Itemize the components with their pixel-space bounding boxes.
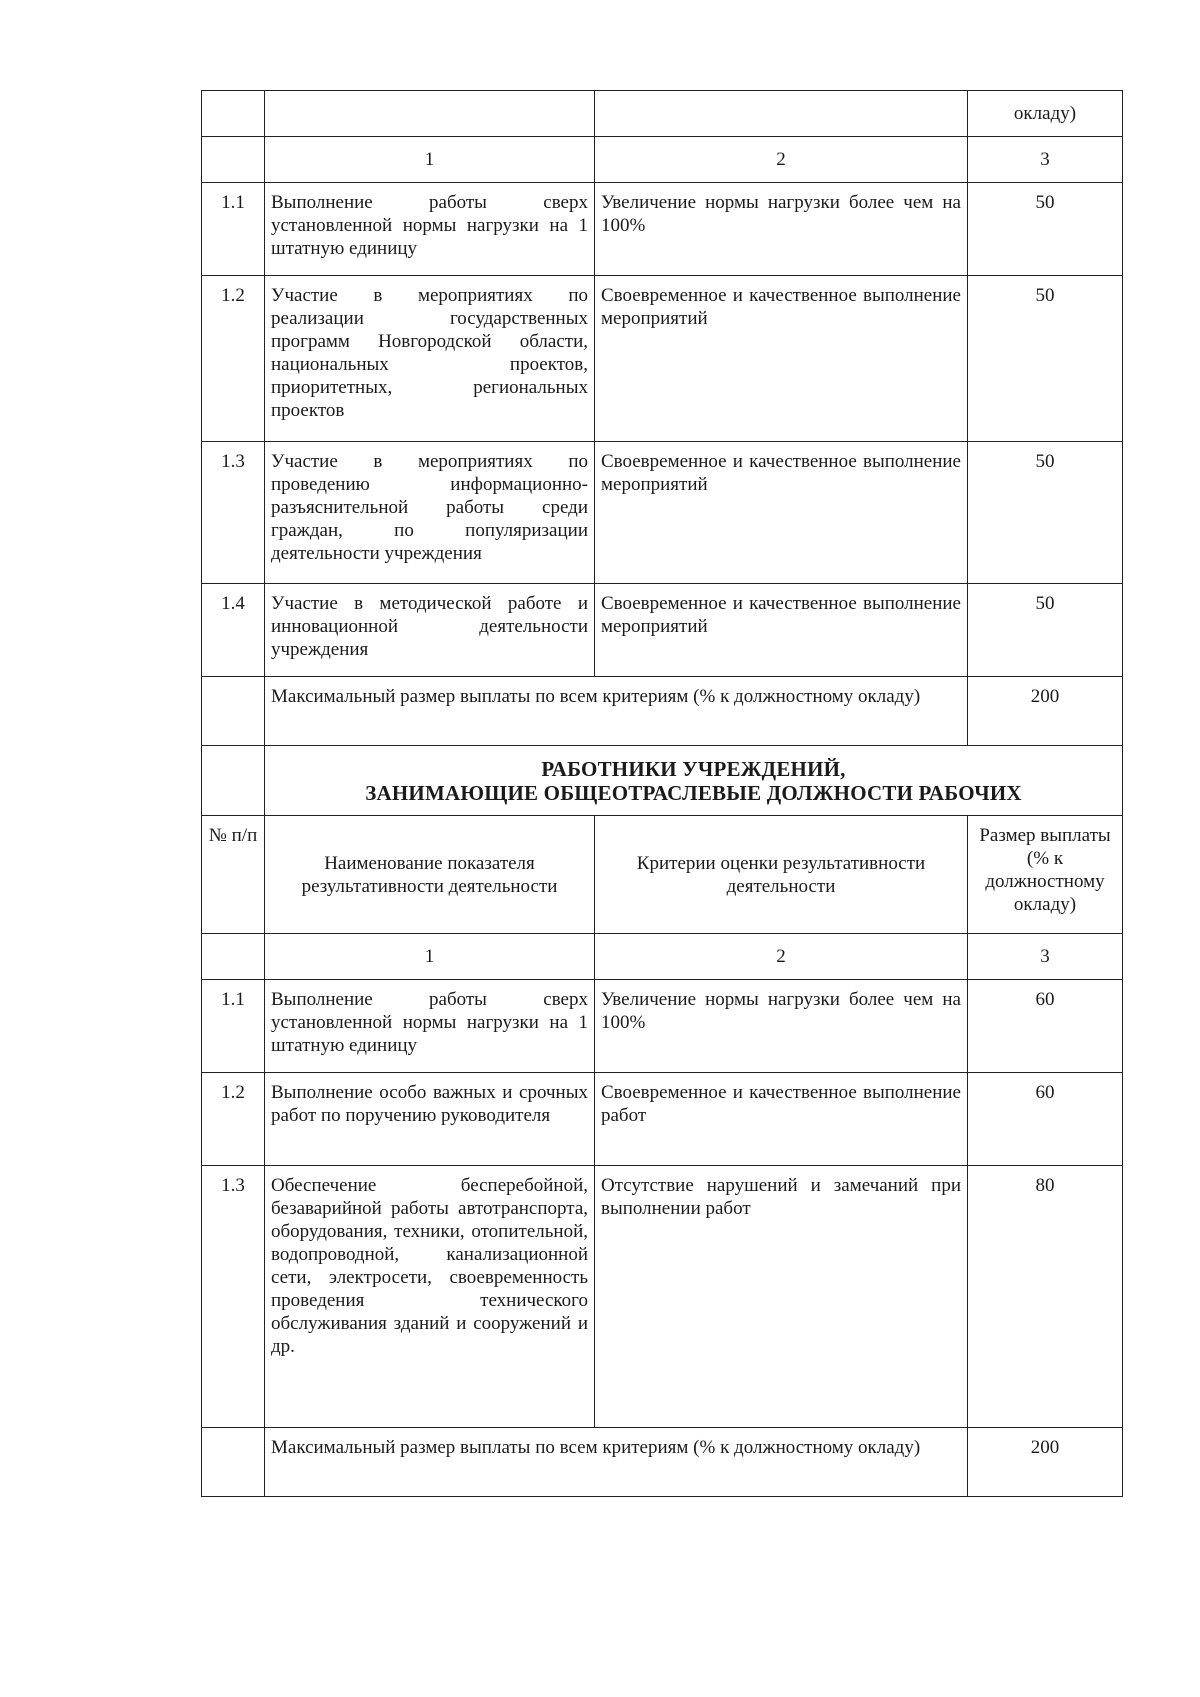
max-payment-label: Максимальный размер выплаты по всем критериям (% к должностному окладу) (265, 1428, 968, 1497)
header-criteria: Критерии оценки результативности деятельности (595, 816, 968, 934)
max-payment-value: 200 (968, 1428, 1123, 1497)
table-header-row (202, 816, 1123, 934)
table-row (202, 183, 1123, 276)
table-row (202, 1166, 1123, 1428)
table-row (202, 1073, 1123, 1166)
max-payment-row (202, 677, 1123, 746)
table-row (202, 276, 1123, 442)
column-numbers-row (202, 934, 1123, 980)
criteria-text: Увеличение нормы нагрузки более чем на 100% (595, 183, 968, 276)
cell-empty (202, 1428, 265, 1497)
column-number: 3 (968, 934, 1123, 980)
cell-empty (202, 677, 265, 746)
row-number: 1.4 (202, 584, 265, 677)
column-number: 3 (968, 137, 1123, 183)
row-number: 1.3 (202, 1166, 265, 1428)
criteria-text: Своевременное и качественное выполнение работ (595, 1073, 968, 1166)
cell-empty (202, 91, 265, 137)
criteria-text: Своевременное и качественное выполнение мероприятий (595, 442, 968, 584)
indicator-name: Участие в мероприятиях по реализации государственных программ Новгородской области, национальных проектов, приоритетных, региональных проектов (265, 276, 595, 442)
table-row (202, 584, 1123, 677)
criteria-table (201, 90, 1123, 1497)
indicator-name: Выполнение особо важных и срочных работ по поручению руководителя (265, 1073, 595, 1166)
indicator-name: Выполнение работы сверх установленной нормы нагрузки на 1 штатную единицу (265, 183, 595, 276)
indicator-name: Выполнение работы сверх установленной нормы нагрузки на 1 штатную единицу (265, 980, 595, 1073)
indicator-name: Участие в мероприятиях по проведению информационно-разъяснительной работы среди граждан, по популяризации деятельности учреждения (265, 442, 595, 584)
cell-empty (595, 91, 968, 137)
payment-value: 50 (968, 276, 1123, 442)
payment-value: 60 (968, 980, 1123, 1073)
row-number: 1.1 (202, 183, 265, 276)
payment-value: 50 (968, 584, 1123, 677)
section-title (265, 746, 1123, 816)
section-title-line: РАБОТНИКИ УЧРЕЖДЕНИЙ, (541, 756, 846, 781)
table-row (202, 980, 1123, 1073)
cell-empty (202, 746, 265, 816)
criteria-text: Увеличение нормы нагрузки более чем на 100% (595, 980, 968, 1073)
cell-empty (202, 137, 265, 183)
cell-empty (265, 91, 595, 137)
value-header-continuation: окладу) (968, 91, 1123, 137)
row-number: 1.3 (202, 442, 265, 584)
cell-empty (202, 934, 265, 980)
column-number: 2 (595, 137, 968, 183)
table-row (202, 442, 1123, 584)
column-numbers-row (202, 137, 1123, 183)
indicator-name: Участие в методической работе и инновационной деятельности учреждения (265, 584, 595, 677)
row-number: 1.2 (202, 1073, 265, 1166)
payment-value: 80 (968, 1166, 1123, 1428)
payment-value: 50 (968, 442, 1123, 584)
max-payment-row (202, 1428, 1123, 1497)
column-number: 2 (595, 934, 968, 980)
payment-value: 60 (968, 1073, 1123, 1166)
criteria-text: Своевременное и качественное выполнение мероприятий (595, 584, 968, 677)
section-title-row (202, 746, 1123, 816)
indicator-name: Обеспечение бесперебойной, безаварийной работы автотранспорта, оборудования, техники, отопительной, водопроводной, канализационной сети, электросети, своевременность проведения технического обслуживания зданий и сооружений и др. (265, 1166, 595, 1428)
header-name: Наименование показателя результативности деятельности (265, 816, 595, 934)
row-number: 1.1 (202, 980, 265, 1073)
payment-value: 50 (968, 183, 1123, 276)
section-title-line: ЗАНИМАЮЩИЕ ОБЩЕОТРАСЛЕВЫЕ ДОЛЖНОСТИ РАБОЧИХ (365, 780, 1022, 805)
column-number: 1 (265, 934, 595, 980)
max-payment-label: Максимальный размер выплаты по всем критериям (% к должностному окладу) (265, 677, 968, 746)
criteria-text: Своевременное и качественное выполнение мероприятий (595, 276, 968, 442)
max-payment-value: 200 (968, 677, 1123, 746)
header-num: № п/п (202, 816, 265, 934)
row-number: 1.2 (202, 276, 265, 442)
column-number: 1 (265, 137, 595, 183)
criteria-text: Отсутствие нарушений и замечаний при выполнении работ (595, 1166, 968, 1428)
header-value: Размер выплаты (% к должностному окладу) (968, 816, 1123, 934)
continued-header-row (202, 91, 1123, 137)
